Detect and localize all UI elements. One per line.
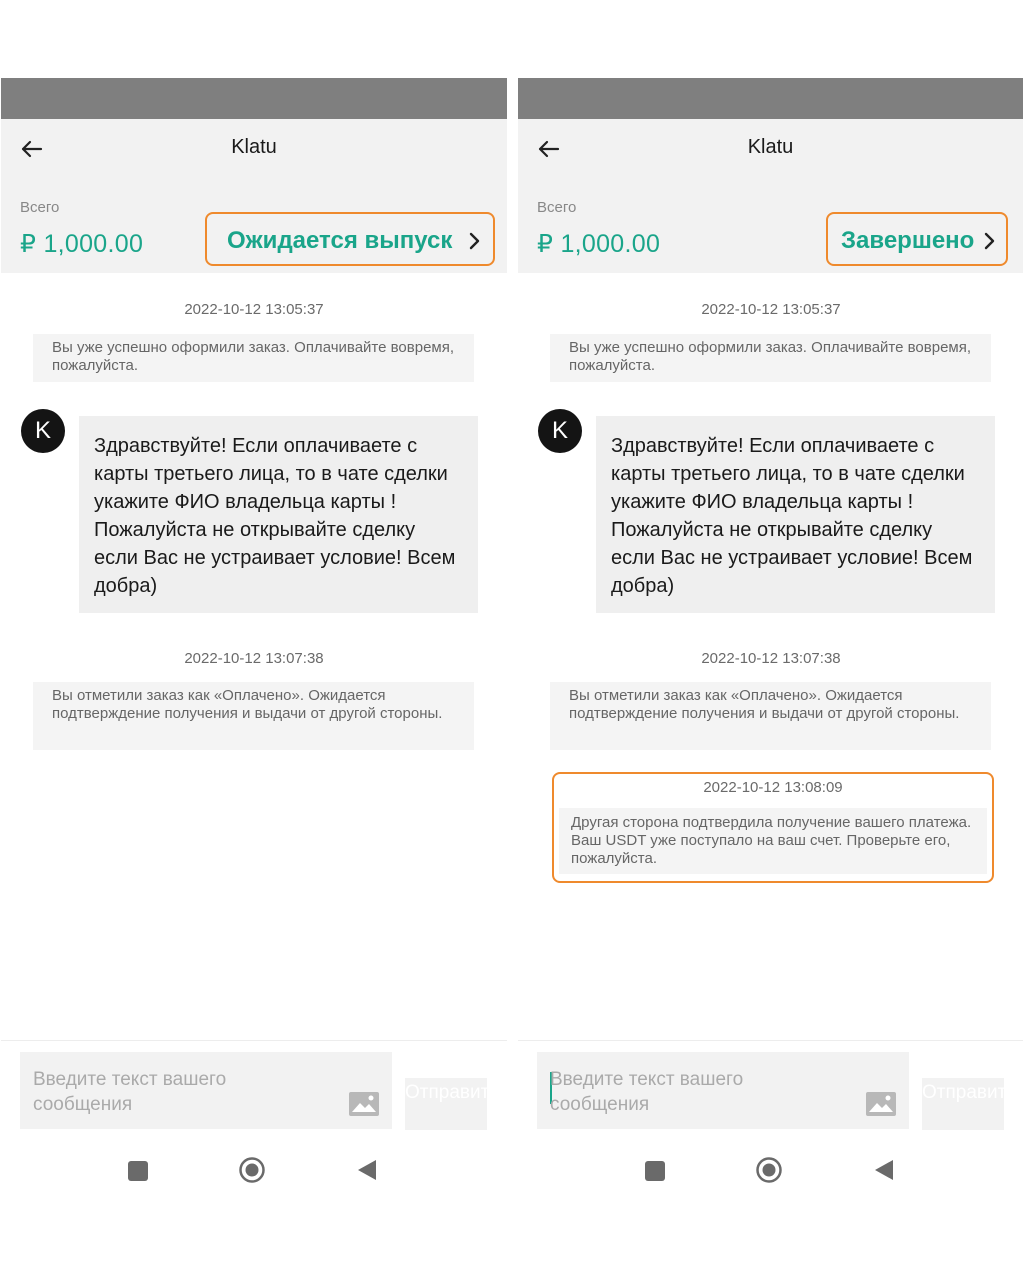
home-icon[interactable] bbox=[238, 1156, 266, 1184]
message-timestamp: 2022-10-12 13:08:09 bbox=[703, 779, 843, 796]
system-message: Вы отметили заказ как «Оплачено». Ожидается подтверждение получения и выдачи от другой стороны. bbox=[550, 682, 991, 750]
message-timestamp: 2022-10-12 13:07:38 bbox=[701, 650, 841, 667]
system-message: Другая сторона подтвердила получение вашего платежа. Ваш USDT уже поступало на ваш счет. Проверьте его, пожалуйста. bbox=[559, 808, 987, 874]
message-timestamp: 2022-10-12 13:05:37 bbox=[701, 301, 841, 318]
system-message: Вы отметили заказ как «Оплачено». Ожидается подтверждение получения и выдачи от другой стороны. bbox=[33, 682, 474, 750]
image-icon[interactable] bbox=[349, 1092, 379, 1116]
chat-bubble: Здравствуйте! Если оплачиваете с карты третьего лица, то в чате сделки укажите ФИО владельца карты ! Пожалуйста не открывайте сделку если Вас не устраивает условие! Всем добра) bbox=[79, 416, 478, 613]
message-input-placeholder: Введите текст вашего сообщения bbox=[550, 1069, 744, 1115]
avatar[interactable]: K bbox=[538, 409, 582, 453]
recent-apps-icon[interactable] bbox=[128, 1161, 148, 1181]
home-icon[interactable] bbox=[755, 1156, 783, 1184]
order-header bbox=[1, 119, 507, 273]
status-bar bbox=[1, 78, 507, 119]
back-triangle-icon[interactable] bbox=[356, 1158, 378, 1182]
message-input[interactable] bbox=[20, 1052, 392, 1129]
total-label: Всего bbox=[20, 199, 60, 216]
send-button[interactable]: Отправить bbox=[922, 1078, 1004, 1130]
chat-title: Klatu bbox=[747, 136, 794, 158]
order-status-text: Ожидается выпуск bbox=[227, 227, 453, 254]
order-amount: ₽ 1,000.00 bbox=[20, 230, 144, 258]
total-label: Всего bbox=[537, 199, 577, 216]
message-input-placeholder: Введите текст вашего сообщения bbox=[33, 1069, 227, 1115]
system-message: Вы уже успешно оформили заказ. Оплачивайте вовремя, пожалуйста. bbox=[550, 334, 991, 382]
order-status-text: Завершено bbox=[841, 227, 975, 254]
chat-screen-pending bbox=[1, 78, 507, 1188]
chat-title: Klatu bbox=[231, 136, 277, 158]
send-button[interactable]: Отправить bbox=[405, 1078, 487, 1130]
order-amount: ₽ 1,000.00 bbox=[537, 230, 661, 258]
chat-bubble: Здравствуйте! Если оплачиваете с карты третьего лица, то в чате сделки укажите ФИО владельца карты ! Пожалуйста не открывайте сделку если Вас не устраивает условие! Всем добра) bbox=[596, 416, 995, 613]
image-icon[interactable] bbox=[866, 1092, 896, 1116]
back-triangle-icon[interactable] bbox=[873, 1158, 895, 1182]
recent-apps-icon[interactable] bbox=[645, 1161, 665, 1181]
message-timestamp: 2022-10-12 13:05:37 bbox=[184, 301, 324, 318]
chat-screen-completed bbox=[518, 78, 1023, 1188]
system-message: Вы уже успешно оформили заказ. Оплачивайте вовремя, пожалуйста. bbox=[33, 334, 474, 382]
message-input[interactable] bbox=[537, 1052, 909, 1129]
order-status-button[interactable] bbox=[826, 212, 1008, 266]
status-bar bbox=[518, 78, 1023, 119]
chevron-right-icon bbox=[984, 232, 996, 250]
order-status-button[interactable] bbox=[205, 212, 495, 266]
chevron-right-icon bbox=[469, 232, 481, 250]
avatar[interactable]: K bbox=[21, 409, 65, 453]
order-header bbox=[518, 119, 1023, 273]
payment-confirmed-highlight bbox=[552, 772, 994, 883]
message-timestamp: 2022-10-12 13:07:38 bbox=[184, 650, 324, 667]
